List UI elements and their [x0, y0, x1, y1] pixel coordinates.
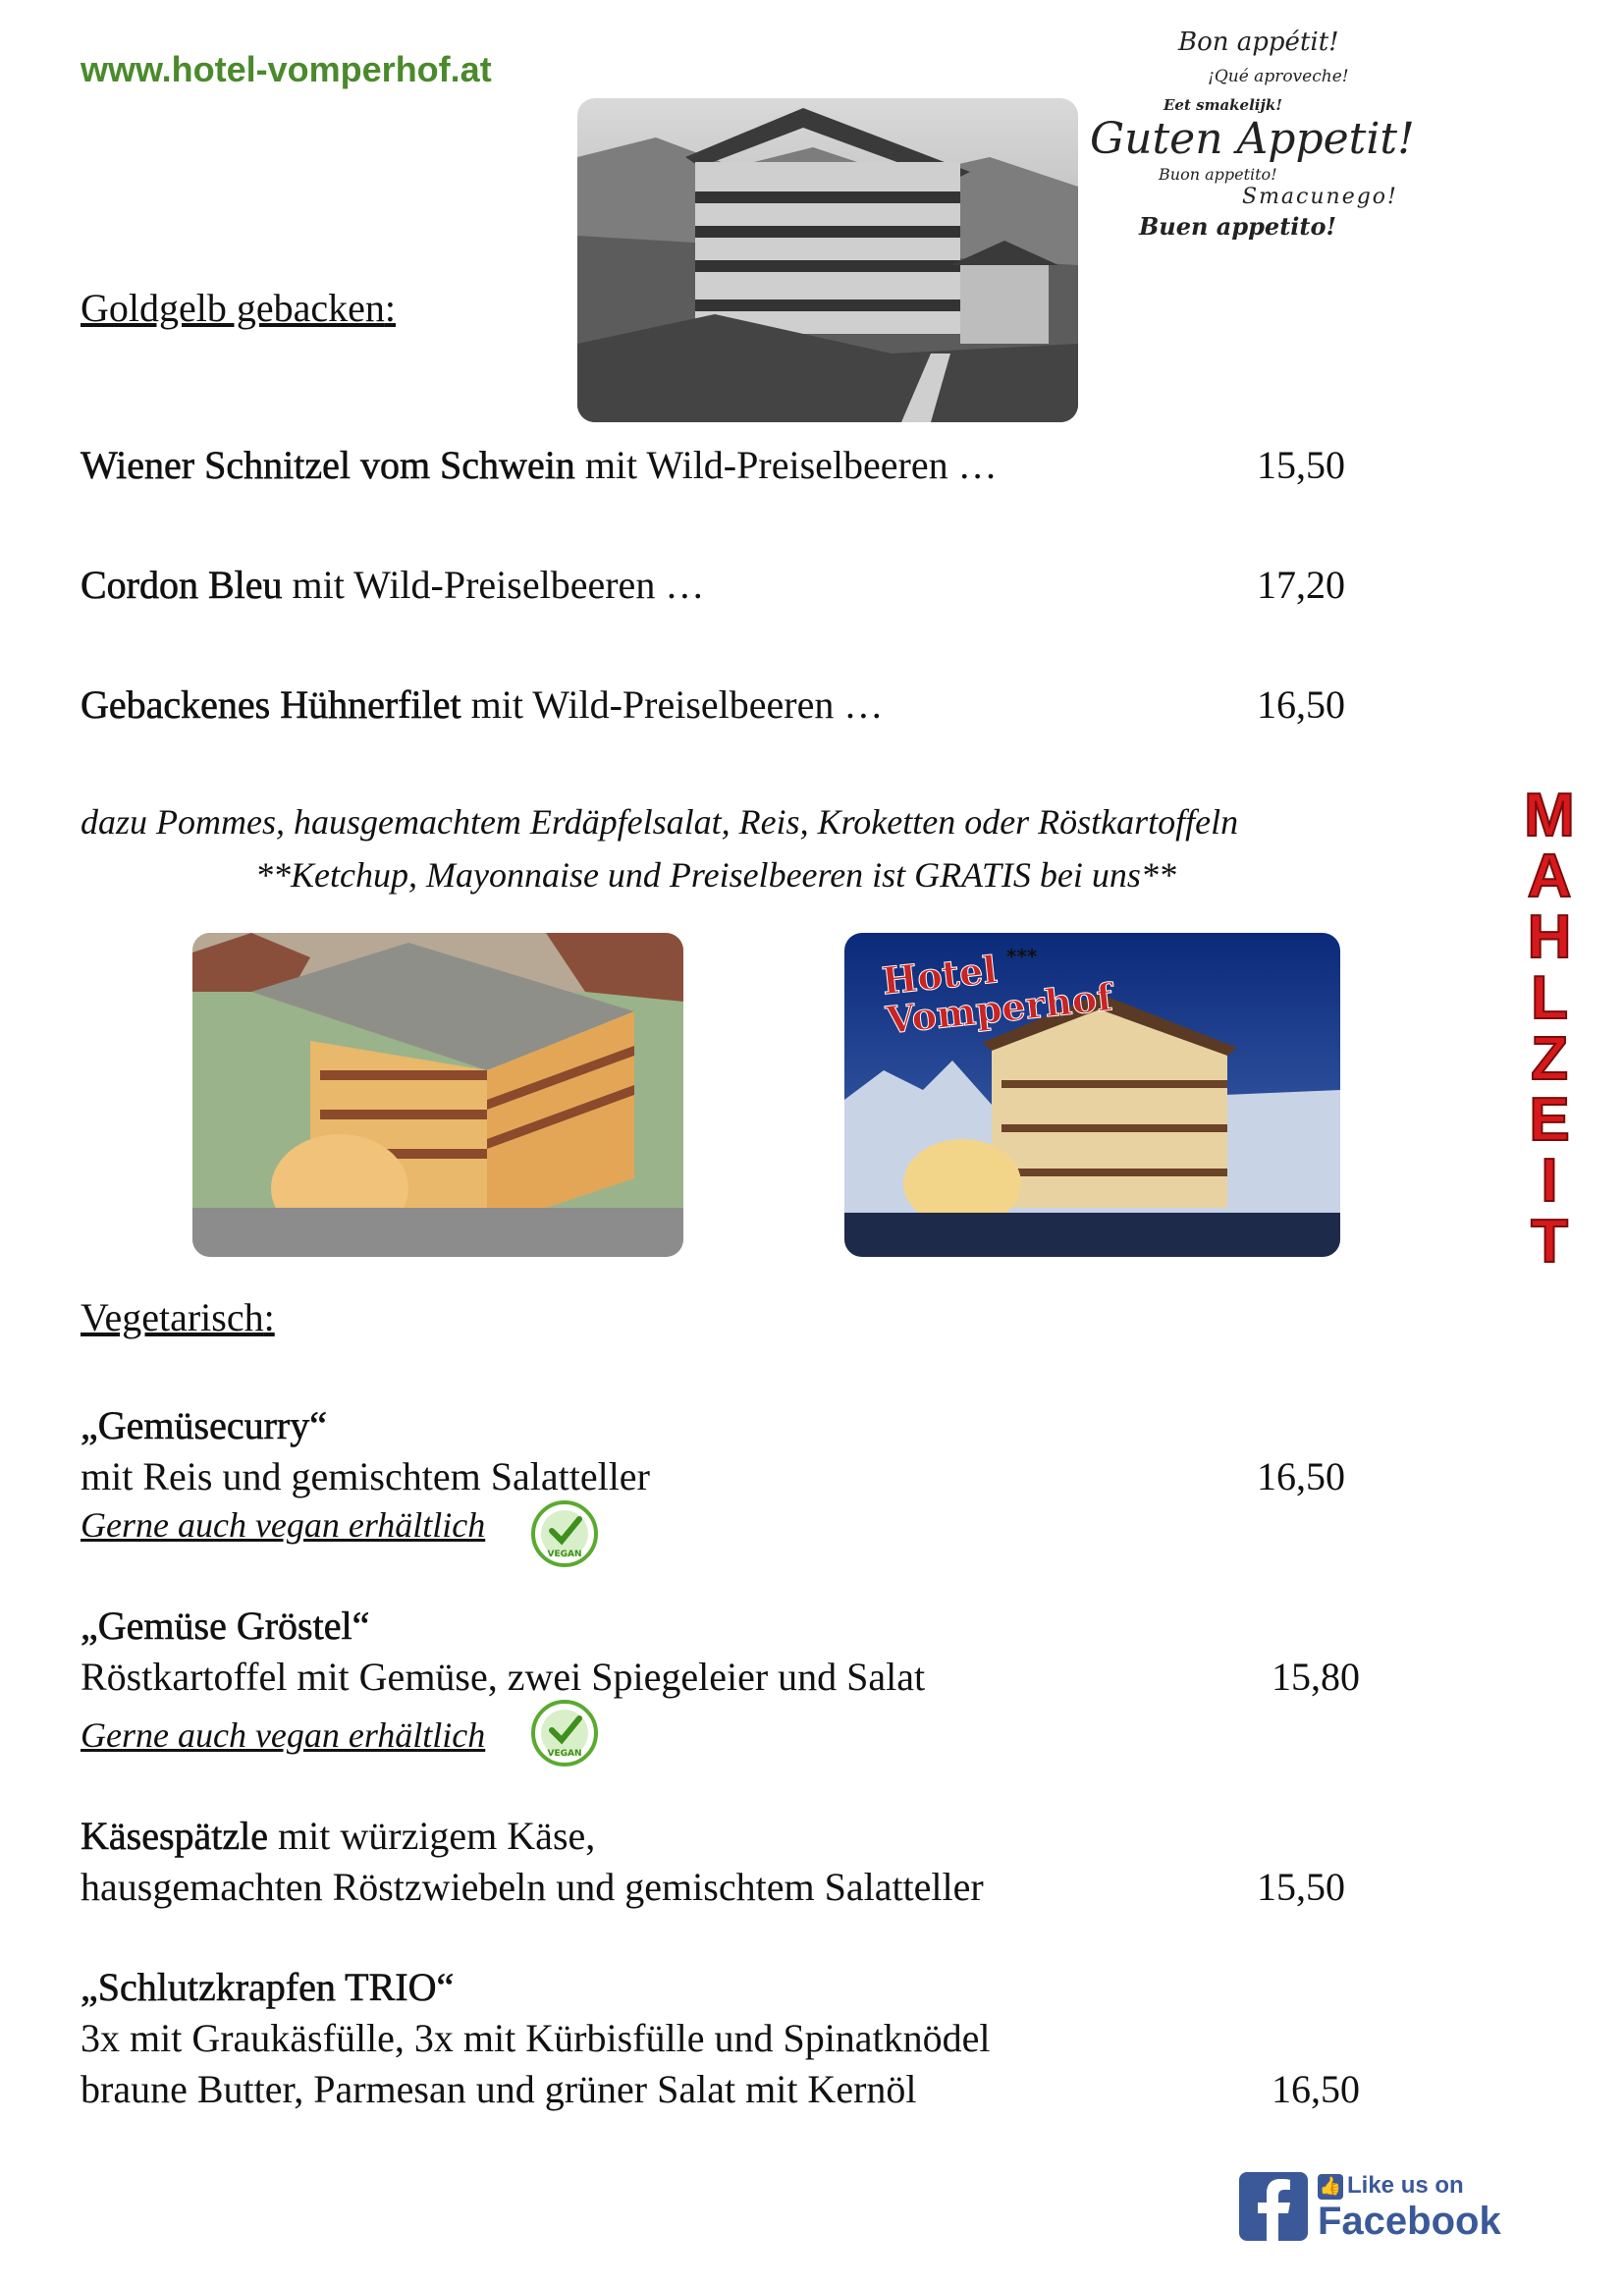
dish-description: mit Wild-Preiselbeeren …: [460, 682, 884, 727]
menu-item-huehnerfilet: [81, 681, 883, 728]
price: 16,50: [1257, 1454, 1345, 1498]
greeting-line: ¡Qué aproveche!: [1208, 67, 1349, 86]
hotel-aerial-photo: [192, 933, 683, 1257]
dish-description: hausgemachten Röstzwiebeln und gemischtem Salatteller: [81, 1865, 984, 1909]
vegan-note: Gerne auch vegan erhältlich: [81, 1715, 486, 1755]
price: 15,50: [1257, 1865, 1345, 1909]
dish-name: Cordon Bleu: [81, 563, 283, 607]
side-title-letter: Z: [1531, 1025, 1568, 1093]
side-title-letter: T: [1531, 1208, 1568, 1276]
side-title-letter: M: [1524, 782, 1575, 849]
greeting-line: Buon appetito!: [1159, 165, 1277, 184]
side-dish-note: dazu Pommes, hausgemachtem Erdäpfelsalat, Reis, Kroketten oder Röstkartoffeln: [81, 802, 1239, 842]
greetings-block: [1080, 20, 1473, 255]
dish-description: mit Reis und gemischtem Salatteller: [81, 1454, 650, 1498]
dish-name: Käsespätzle: [81, 1814, 269, 1858]
section-heading-vegetarian: Vegetarisch:: [81, 1295, 275, 1339]
side-title-letter: E: [1529, 1086, 1570, 1154]
dish-name: „Gemüsecurry“: [81, 1403, 327, 1447]
vegan-badge-label: VEGAN: [547, 1550, 582, 1559]
vegan-badge-icon: [530, 1699, 599, 1772]
dish-description: Röstkartoffel mit Gemüse, zwei Spiegeleier und Salat: [81, 1655, 926, 1699]
side-title-letter: L: [1531, 964, 1568, 1032]
hotel-sign-stars: ***: [1006, 945, 1038, 968]
dish-description: braune Butter, Parmesan und grüner Salat mit Kernöl: [81, 2067, 917, 2111]
side-title-letter: H: [1527, 903, 1572, 971]
vegan-note: Gerne auch vegan erhältlich: [81, 1505, 486, 1545]
menu-item-cordon-bleu: [81, 562, 704, 608]
dish-description: mit Wild-Preiselbeeren …: [574, 443, 998, 487]
facebook-icon: [1239, 2172, 1308, 2241]
section-heading-baked: Goldgelb gebacken:: [81, 286, 397, 330]
free-condiments-note: **Ketchup, Mayonnaise und Preiselbeeren ist GRATIS bei uns**: [255, 855, 1176, 895]
side-title-letter: I: [1541, 1147, 1558, 1215]
dish-name: „Gemüse Gröstel“: [81, 1604, 370, 1648]
menu-item-kaesespaetzle: [81, 1813, 595, 1859]
facebook-like-text: Like us on: [1347, 2172, 1464, 2199]
dish-description: 3x mit Graukäsfülle, 3x mit Kürbisfülle und Spinatknödel: [81, 2016, 991, 2060]
greeting-line: Bon appétit!: [1178, 27, 1339, 57]
side-title-vertical: [1520, 782, 1579, 1276]
greeting-line: Eet smakelijk!: [1164, 96, 1282, 114]
thumbs-up-icon: 👍: [1318, 2174, 1343, 2200]
website-url[interactable]: www.hotel-vomperhof.at: [81, 49, 492, 89]
hotel-sign-text: Hotel Vomperhof: [880, 947, 1115, 1043]
dish-name: Wiener Schnitzel vom Schwein: [81, 443, 575, 487]
greeting-line: Smacunego!: [1242, 185, 1398, 209]
hotel-night-photo: [844, 933, 1340, 1257]
greeting-line: Guten Appetit!: [1090, 114, 1415, 164]
side-title-letter: A: [1527, 843, 1572, 910]
price: 17,20: [1257, 563, 1345, 607]
vegan-badge-icon: [530, 1499, 599, 1573]
price: 15,50: [1257, 443, 1345, 487]
price: 15,80: [1272, 1655, 1360, 1699]
dish-description: mit würzigem Käse,: [268, 1814, 596, 1858]
dish-description: mit Wild-Preiselbeeren …: [282, 563, 705, 607]
historic-hotel-photo: [577, 98, 1078, 422]
dish-name: „Schlutzkrapfen TRIO“: [81, 1965, 455, 2009]
dish-name: Gebackenes Hühnerfilet: [81, 682, 461, 727]
facebook-wordmark: Facebook: [1318, 2200, 1501, 2243]
vegan-badge-label: VEGAN: [547, 1749, 582, 1759]
greeting-line: Buen appetito!: [1139, 212, 1337, 241]
price: 16,50: [1272, 2067, 1360, 2111]
facebook-like-button[interactable]: [1239, 2172, 1504, 2245]
price: 16,50: [1257, 682, 1345, 727]
menu-item-schnitzel: [81, 442, 998, 488]
